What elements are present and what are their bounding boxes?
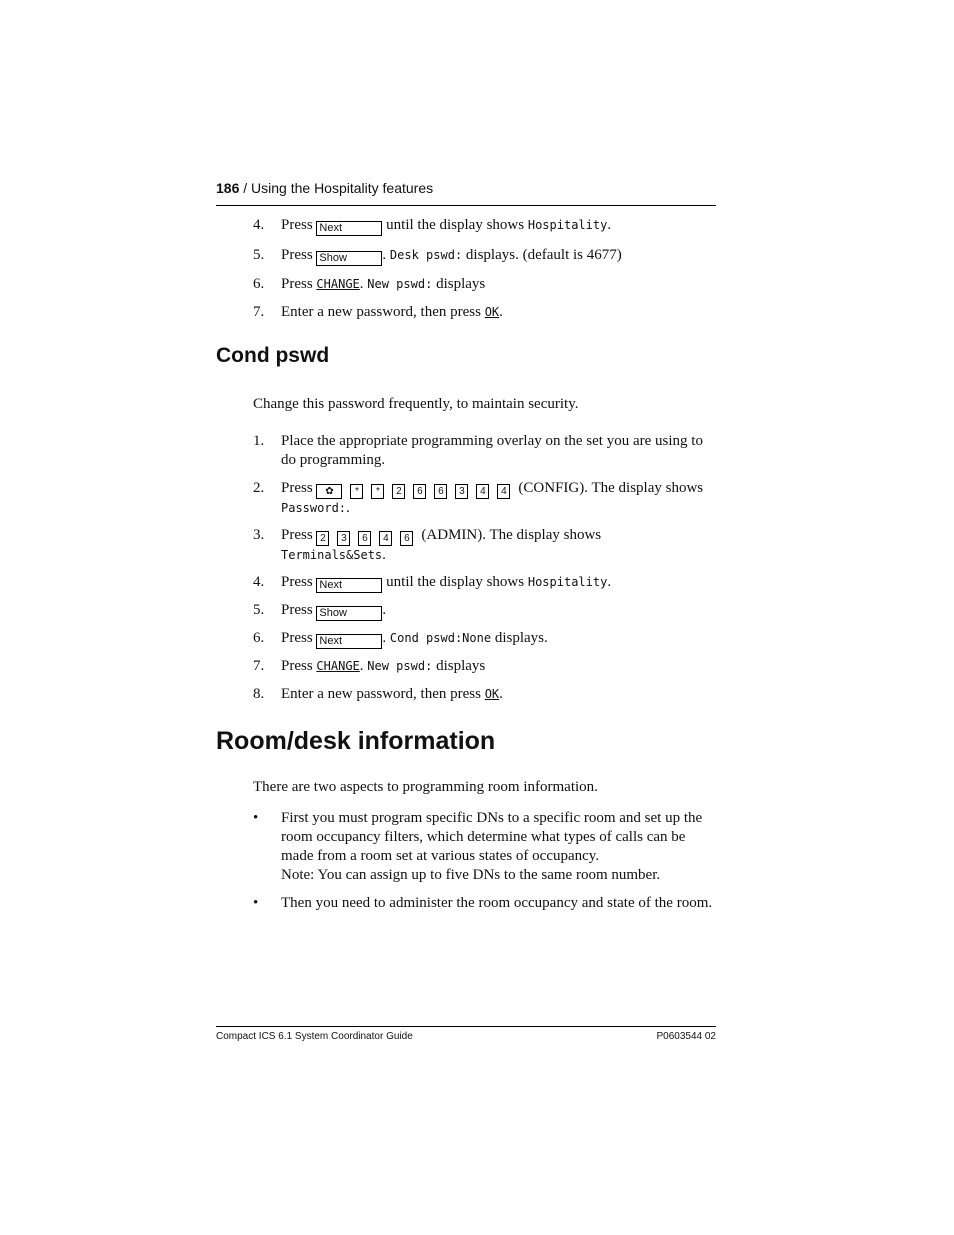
ok-softkey-label: OK [484, 687, 500, 701]
lcd-text: Hospitality [527, 218, 608, 232]
feature-key-icon: ✿ [316, 484, 342, 499]
cond-intro: Change this password frequently, to maintain security. [253, 396, 579, 412]
show-softkey: Show [316, 251, 382, 266]
ok-softkey-label: OK [484, 305, 500, 319]
footer-doc-number: P0603544 02 [656, 1031, 716, 1042]
keypad-key: * [350, 484, 363, 499]
section-heading-room-desk: Room/desk information [216, 727, 496, 755]
room-note: Note: You can assign up to five DNs to the same room number. [281, 867, 661, 883]
lcd-text: Password: [281, 501, 347, 515]
change-softkey-label: CHANGE [316, 277, 360, 291]
lcd-text: Terminals&Sets [281, 548, 383, 562]
keypad-key: 6 [358, 531, 371, 546]
lcd-text: Desk pswd: [389, 248, 463, 262]
keypad-key: 3 [455, 484, 468, 499]
room-intro: There are two aspects to programming room information. [253, 779, 598, 795]
next-softkey: Next [316, 634, 382, 649]
lcd-text: New pswd: [367, 277, 433, 291]
lcd-text: New pswd: [367, 659, 433, 673]
keypad-key: 2 [316, 531, 329, 546]
keypad-key: 6 [434, 484, 447, 499]
keypad-key: 3 [337, 531, 350, 546]
keypad-key: 4 [476, 484, 489, 499]
page-footer [216, 1026, 716, 1042]
keypad-key: 4 [497, 484, 510, 499]
keypad-key: * [371, 484, 384, 499]
lcd-text: Hospitality [527, 575, 608, 589]
change-softkey-label: CHANGE [316, 659, 360, 673]
keypad-key: 4 [379, 531, 392, 546]
keypad-key: 6 [400, 531, 413, 546]
next-softkey: Next [316, 221, 382, 236]
keypad-key: 6 [413, 484, 426, 499]
next-softkey: Next [316, 578, 382, 593]
page-header [216, 180, 716, 206]
header-title: / Using the Hospitality features [239, 180, 434, 196]
section-heading-cond-pswd: Cond pswd [216, 344, 330, 367]
page-number: 186 [216, 180, 240, 196]
footer-guide-title: Compact ICS 6.1 System Coordinator Guide [216, 1031, 413, 1042]
show-softkey: Show [316, 606, 382, 621]
lcd-text: Cond pswd:None [389, 631, 492, 645]
keypad-key: 2 [392, 484, 405, 499]
